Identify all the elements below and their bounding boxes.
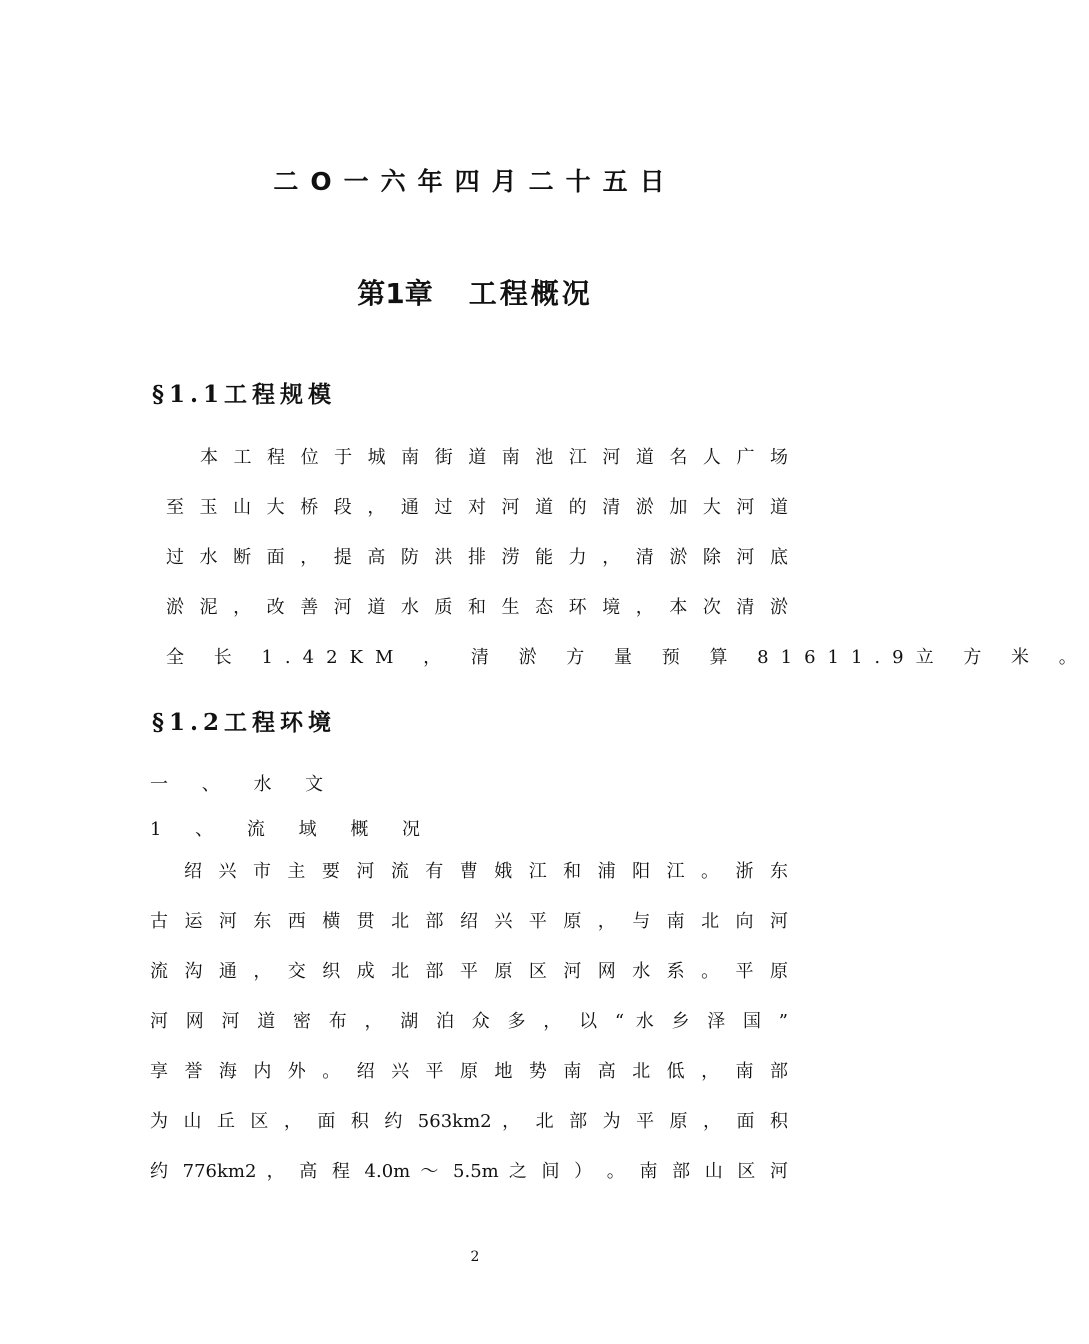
- section-1-1-paragraph: [166, 433, 1089, 683]
- paragraph-line: 流 沟 通 ， 交 织 成 北 部 平 原 区 河 网 水 系 。 平 原: [150, 961, 788, 982]
- section-heading-1-1: §1.1工程规模: [152, 381, 337, 408]
- chapter-number: 第1章: [357, 277, 433, 310]
- chapter-name: 工程概况: [468, 277, 593, 310]
- paragraph-line: 约 776km2 ， 高 程 4.0m ～ 5.5m 之 间 ） 。 南 部 山 区 河: [150, 1161, 788, 1182]
- paragraph-line: 本 工 程 位 于 城 南 街 道 南 池 江 河 道 名 人 广 场: [200, 447, 788, 468]
- chapter-title: [0, 276, 950, 312]
- paragraph-line: 享 誉 海 内 外 。 绍 兴 平 原 地 势 南 高 北 低 ， 南 部: [150, 1061, 788, 1082]
- paragraph-line: 古 运 河 东 西 横 贯 北 部 绍 兴 平 原 ， 与 南 北 向 河: [150, 911, 788, 932]
- paragraph-line: 绍 兴 市 主 要 河 流 有 曹 娥 江 和 浦 阳 江 。 浙 东: [184, 861, 788, 882]
- section-heading-1-2: §1.2工程环境: [152, 709, 337, 736]
- section-1-2-paragraph: [150, 847, 788, 1197]
- paragraph-line: 河 网 河 道 密 布 ， 湖 泊 众 多 ， 以 “ 水 乡 泽 国 ”: [150, 1011, 788, 1032]
- page-number: 2: [470, 1249, 480, 1265]
- paragraph-line: 过 水 断 面 ， 提 高 防 洪 排 涝 能 力 ， 清 淤 除 河 底: [166, 547, 788, 568]
- document-date: 二O一六年四月二十五日: [273, 167, 677, 196]
- paragraph-line: 为 山 丘 区 ， 面 积 约 563km2 ， 北 部 为 平 原 ， 面 积: [150, 1111, 788, 1132]
- paragraph-line: 全 长 1.42KM ， 清 淤 方 量 预 算 81611.9立 方 米 。: [166, 647, 1089, 668]
- paragraph-line: 淤 泥 ， 改 善 河 道 水 质 和 生 态 环 境 ， 本 次 清 淤: [166, 597, 788, 618]
- paragraph-line: 至 玉 山 大 桥 段 ， 通 过 对 河 道 的 清 淤 加 大 河 道: [166, 497, 788, 518]
- subheading-basin-overview: 1 、 流 域 概 况: [150, 819, 435, 840]
- subheading-hydrology: 一 、 水 文: [150, 774, 338, 795]
